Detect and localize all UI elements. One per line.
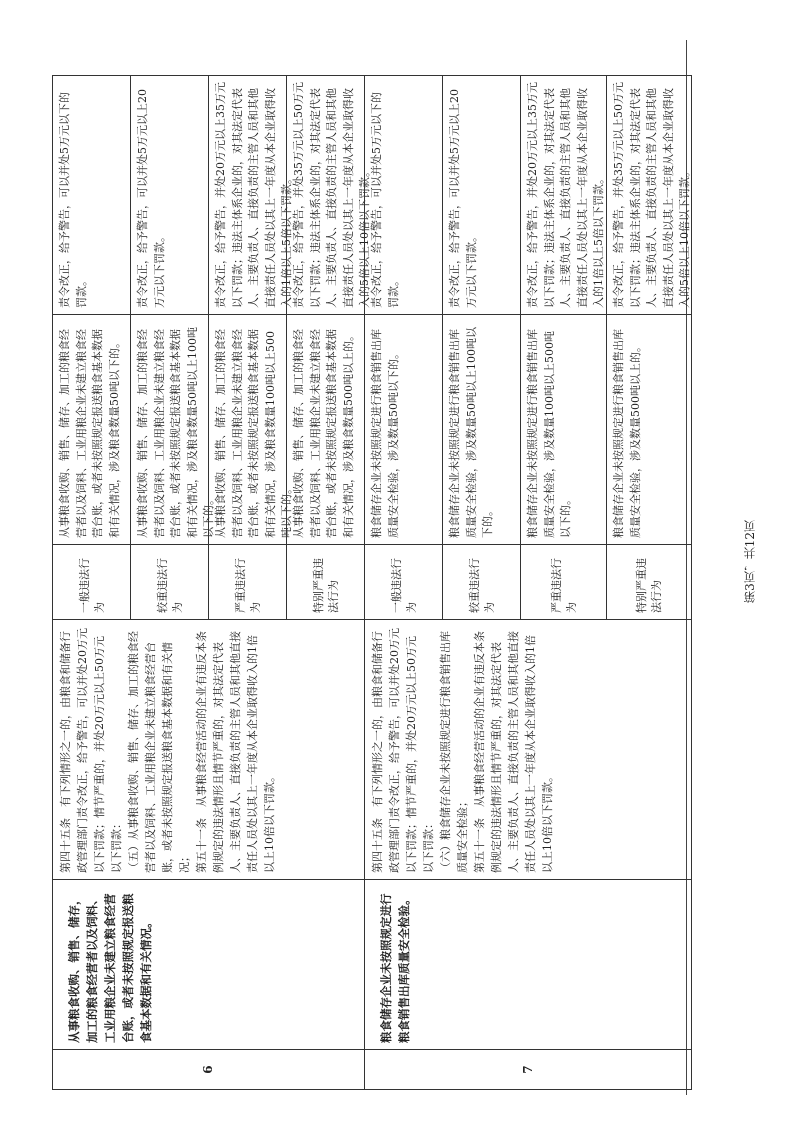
row-6-level-4: 特别严重违法行为 (286, 545, 364, 620)
row-7-basis-p2: （六）粮食储存企业未按照规定进行粮食销售出库质量安全检验； (439, 631, 469, 873)
row-7-level-3: 严重违法行为 (520, 545, 606, 620)
row-7-penalty-2: 责令改正，给予警告，可以并处5万元以上20万元以下罚款。 (442, 75, 520, 315)
row-6-level-3: 严重违法行为 (208, 545, 286, 620)
row-6-level-2: 较重违法行为 (130, 545, 208, 620)
row-6-basis-p3: 第五十一条 从事粮食经营活动的企业有违反本条例规定的违法情形且情节严重的，对其法定代表人、主要负责人、直接负责的主管人员和其他直接责任人员处以其上一年度从本企业取得收入的1倍以上10倍以下罚款。 (195, 631, 276, 873)
row-7-condition-2: 粮食储存企业未按照规定进行粮食销售出库质量安全检验，涉及数量50吨以上100吨以下的。 (442, 315, 520, 545)
penalty-table (52, 75, 692, 1090)
row-6-basis-p1: 第四十五条 有下列情形之一的，由粮食和储备行政管理部门责令改正，给予警告，可以并处20万元以下罚款；情节严重的，并处20万元以上50万元以下罚款： (59, 628, 123, 873)
row-6-condition-2: 从事粮食收购、销售、储存、加工的粮食经营者以及饲料、工业用粮企业未建立粮食经营台账，或者未按照规定报送粮食基本数据和有关情况，涉及粮食数量50吨以上100吨以下的。 (130, 315, 208, 545)
row-7-condition-4: 粮食储存企业未按照规定进行粮食销售出库质量安全检验，涉及数量500吨以上的。 (606, 315, 692, 545)
row-7-item: 粮食储存企业未按照规定进行粮食销售出库质量安全检验。 (364, 880, 692, 1050)
row-7-level-4: 特别严重违法行为 (606, 545, 692, 620)
row-6-penalty-1: 责令改正，给予警告，可以并处5万元以下的罚款。 (52, 75, 130, 315)
row-6-condition-1: 从事粮食收购、销售、储存、加工的粮食经营者以及饲料、工业用粮企业未建立粮食经营台账，或者未按照规定报送粮食基本数据和有关情况，涉及粮食数量50吨以下的。 (52, 315, 130, 545)
row-6-penalty-2: 责令改正，给予警告，可以并处5万元以上20万元以下罚款。 (130, 75, 208, 315)
row-7-basis-p3: 第五十一条 从事粮食经营活动的企业有违反本条例规定的违法情形且情节严重的，对其法定代表人、主要负责人、直接负责的主管人员和其他直接责任人员处以其上一年度从本企业取得收入的1倍以上10倍以下罚款。 (473, 631, 554, 873)
row-7-basis (364, 620, 692, 880)
row-7-penalty-4: 责令改正，给予警告，并处35万元以上50万元以下罚款；违法主体系企业的，对其法定代表人、主要负责人、直接负责的主管人员和其他直接责任人员处以其上一年度从本企业取得收入的5倍以上10倍以下罚款。 (606, 75, 692, 315)
row-6-seq: 6 (52, 1050, 364, 1090)
row-6-penalty-4: 责令改正，给予警告，并处35万元以上50万元以下罚款；违法主体系企业的，对其法定代表人、主要负责人、直接负责的主管人员和其他直接责任人员处以其上一年度从本企业取得收入的5倍以上10倍以下罚款。 (286, 75, 364, 315)
row-7-condition-1: 粮食储存企业未按照规定进行粮食销售出库质量安全检验，涉及数量50吨以下的。 (364, 315, 442, 545)
row-7-penalty-3: 责令改正，给予警告，并处20万元以上35万元以下罚款；违法主体系企业的，对其法定代表人、主要负责人、直接负责的主管人员和其他直接责任人员处以其上一年度从本企业取得收入的1倍以上5倍以下罚款。 (520, 75, 606, 315)
row-7-seq: 7 (364, 1050, 692, 1090)
row-6-basis (52, 620, 364, 880)
row-7-level-2: 较重违法行为 (442, 545, 520, 620)
row-6-condition-4: 从事粮食收购、销售、储存、加工的粮食经营者以及饲料、工业用粮企业未建立粮食经营台账，或者未按照规定报送粮食基本数据和有关情况，涉及粮食数量500吨以上的。 (286, 315, 364, 545)
row-7-penalty-1: 责令改正，给予警告，可以并处5万元以下的罚款。 (364, 75, 442, 315)
row-7-condition-3: 粮食储存企业未按照规定进行粮食销售出库质量安全检验，涉及数量100吨以上500吨以下的。 (520, 315, 606, 545)
row-6-condition-3: 从事粮食收购、销售、储存、加工的粮食经营者以及饲料、工业用粮企业未建立粮食经营台账，或者未按照规定报送粮食基本数据和有关情况，涉及粮食数量100吨以上500吨以下的。 (208, 315, 286, 545)
row-6-penalty-3: 责令改正，给予警告，并处20万元以上35万元以下罚款；违法主体系企业的，对其法定代表人、主要负责人、直接负责的主管人员和其他直接责任人员处以其上一年度从本企业取得收入的1倍以上5倍以下罚款。 (208, 75, 286, 315)
row-7-level-1: 一般违法行为 (364, 545, 442, 620)
page-number: 第3页，共12页 (743, 520, 757, 603)
row-6-basis-p2: （五）从事粮食收购、销售、储存、加工的粮食经营者以及饲料、工业用粮企业未建立粮食经营台账，或者未按照规定报送粮食基本数据和有关情况； (127, 631, 191, 873)
row-6-level-1: 一般违法行为 (52, 545, 130, 620)
row-7-basis-p1: 第四十五条 有下列情形之一的，由粮食和储备行政管理部门责令改正，给予警告，可以并处20万元以下罚款；情节严重的，并处20万元以上50万元以下罚款： (371, 628, 435, 873)
row-6-item: 从事粮食收购、销售、储存，加工的粮食经营者以及饲料、工业用粮企业未建立粮食经营台账，或者未按照规定报送粮食基本数据和有关情况。 (52, 880, 364, 1050)
